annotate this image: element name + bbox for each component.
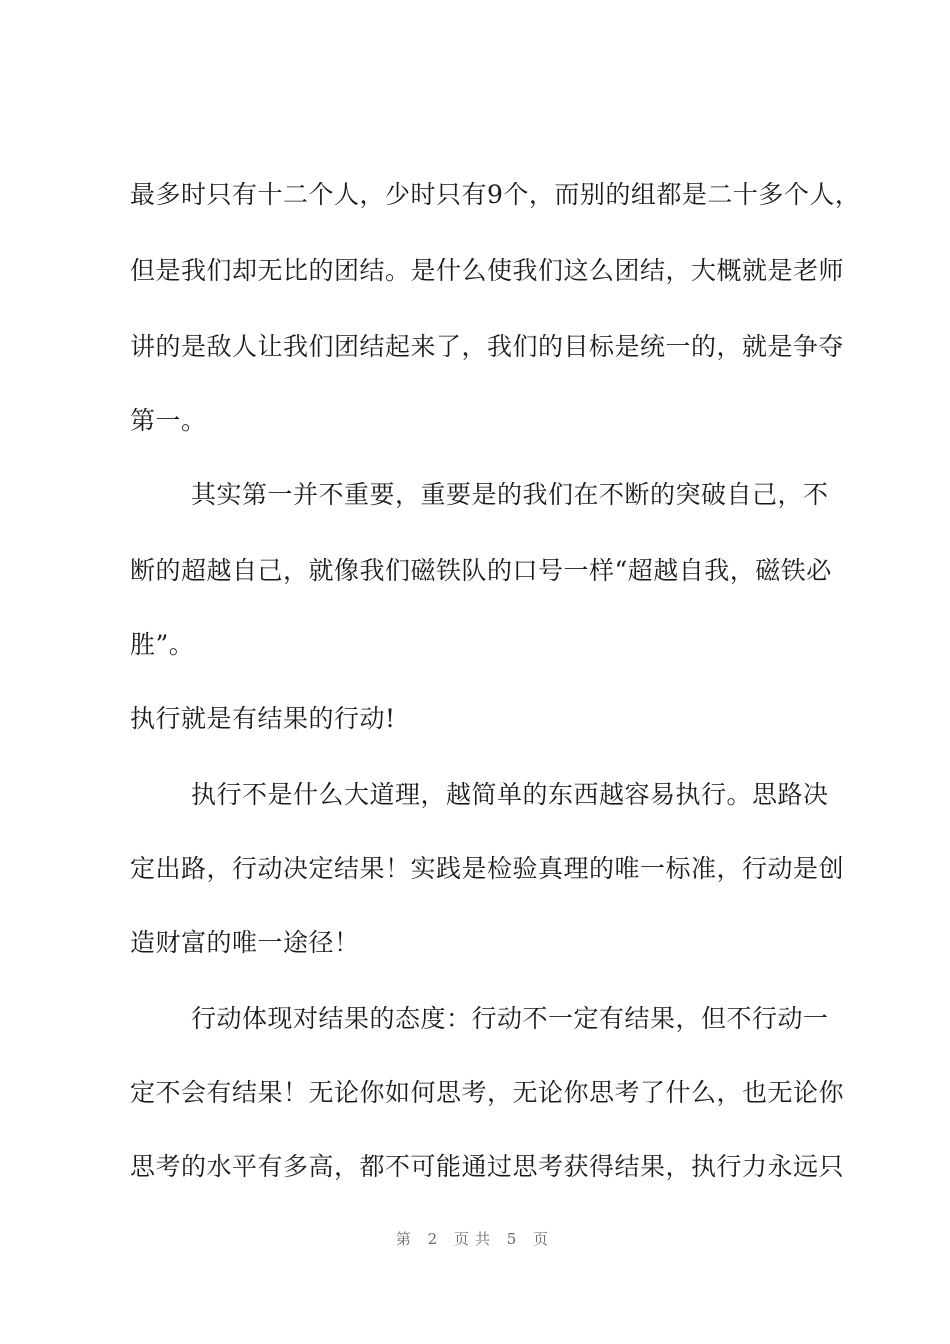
text-line: 第一。: [130, 406, 207, 435]
text-line: 其实第一并不重要，重要是的我们在不断的突破自己，不: [191, 480, 829, 509]
text-line: 但是我们却无比的团结。是什么使我们这么团结，大概就是老师: [130, 256, 845, 285]
text-line: 断的超越自己，就像我们磁铁队的口号一样“超越自我，磁铁必: [130, 556, 832, 585]
text-line: 思考的水平有多高，都不可能通过思考获得结果，执行力永远只: [130, 1152, 845, 1181]
text-line: 讲的是敌人让我们团结起来了，我们的目标是统一的，就是争夺: [130, 332, 845, 361]
text-line: 执行不是什么大道理，越简单的东西越容易执行。思路决: [191, 780, 829, 809]
page-number-footer: 第 2 页共 5 页: [395, 1230, 555, 1248]
text-line: 行动体现对结果的态度：行动不一定有结果，但不行动一: [191, 1004, 829, 1033]
text-line: 胜”。: [130, 630, 195, 659]
text-line: 定出路，行动决定结果！实践是检验真理的唯一标准，行动是创: [130, 854, 845, 883]
text-line: 定不会有结果！无论你如何思考，无论你思考了什么，也无论你: [130, 1078, 845, 1107]
text-line: 最多时只有十二个人，少时只有9个，而别的组都是二十多个人，: [130, 180, 861, 209]
text-line: 造财富的唯一途径！: [130, 928, 360, 957]
section-heading: 执行就是有结果的行动!: [130, 704, 396, 733]
